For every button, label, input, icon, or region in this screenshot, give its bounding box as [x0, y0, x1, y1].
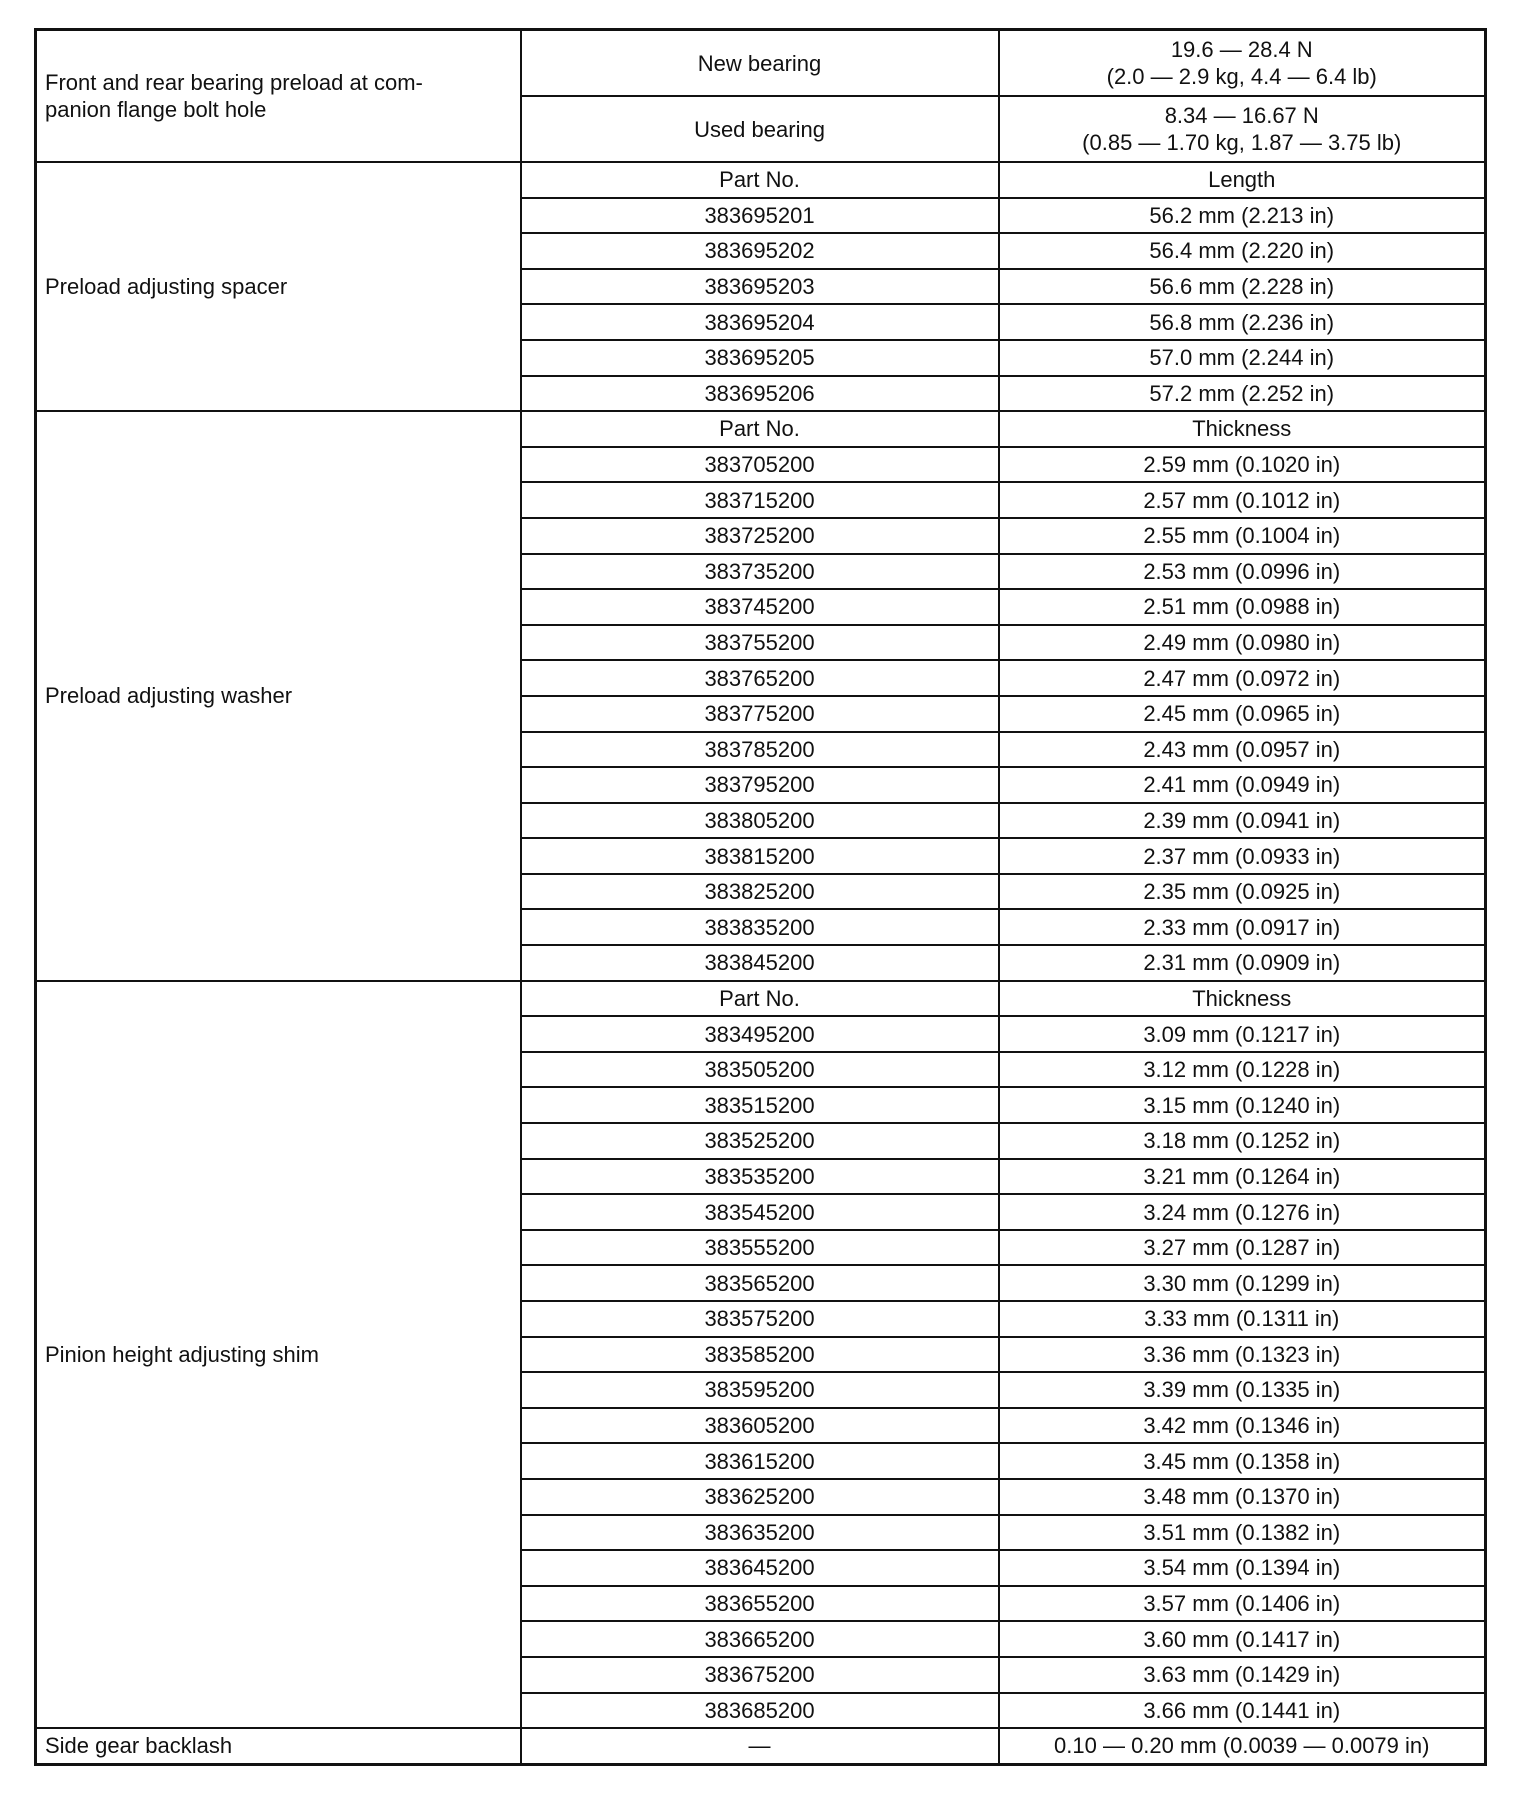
part-number-cell: 383835200 [521, 909, 999, 945]
table-row [36, 30, 1486, 97]
dimension-cell: 2.47 mm (0.0972 in) [999, 660, 1486, 696]
value-line: 19.6 — 28.4 N [1170, 37, 1313, 62]
dimension-cell: 2.33 mm (0.0917 in) [999, 909, 1486, 945]
dimension-cell: 56.6 mm (2.228 in) [999, 269, 1486, 305]
dimension-cell: 3.45 mm (0.1358 in) [999, 1443, 1486, 1479]
column-header-part-no: Part No. [521, 411, 999, 447]
dimension-cell: 3.12 mm (0.1228 in) [999, 1052, 1486, 1088]
dimension-cell: 3.33 mm (0.1311 in) [999, 1301, 1486, 1337]
value-line: (2.0 — 2.9 kg, 4.4 — 6.4 lb) [1106, 64, 1377, 89]
backlash-part-no: — [521, 1728, 999, 1764]
column-header-dimension: Length [999, 162, 1486, 198]
part-number-cell: 383615200 [521, 1443, 999, 1479]
part-number-cell: 383775200 [521, 696, 999, 732]
part-number-cell: 383675200 [521, 1657, 999, 1693]
column-header-dimension: Thickness [999, 411, 1486, 447]
dimension-cell: 2.43 mm (0.0957 in) [999, 732, 1486, 768]
dimension-cell: 2.55 mm (0.1004 in) [999, 518, 1486, 554]
column-header-part-no: Part No. [521, 162, 999, 198]
dimension-cell: 57.2 mm (2.252 in) [999, 376, 1486, 412]
part-number-cell: 383625200 [521, 1479, 999, 1515]
dimension-cell: 2.39 mm (0.0941 in) [999, 803, 1486, 839]
part-number-cell: 383575200 [521, 1301, 999, 1337]
part-number-cell: 383785200 [521, 732, 999, 768]
part-number-cell: 383695202 [521, 233, 999, 269]
dimension-cell: 3.57 mm (0.1406 in) [999, 1586, 1486, 1622]
specification-table [34, 28, 1487, 1766]
part-number-cell: 383695201 [521, 198, 999, 234]
section-header-row [36, 411, 1486, 447]
part-number-cell: 383825200 [521, 874, 999, 910]
dimension-cell: 3.39 mm (0.1335 in) [999, 1372, 1486, 1408]
part-number-cell: 383645200 [521, 1550, 999, 1586]
part-number-cell: 383595200 [521, 1372, 999, 1408]
part-number-cell: 383715200 [521, 482, 999, 518]
dimension-cell: 3.09 mm (0.1217 in) [999, 1016, 1486, 1052]
part-number-cell: 383705200 [521, 447, 999, 483]
part-number-cell: 383505200 [521, 1052, 999, 1088]
section-label: Preload adjusting washer [36, 411, 521, 981]
section-header-row [36, 162, 1486, 198]
value-line: 8.34 — 16.67 N [1164, 103, 1319, 128]
backlash-row [36, 1728, 1486, 1764]
column-header-part-no: Part No. [521, 981, 999, 1017]
value-cell [999, 30, 1486, 97]
part-number-cell: 383535200 [521, 1159, 999, 1195]
part-number-cell: 383685200 [521, 1693, 999, 1729]
part-number-cell: 383555200 [521, 1230, 999, 1266]
dimension-cell: 56.8 mm (2.236 in) [999, 304, 1486, 340]
part-number-cell: 383755200 [521, 625, 999, 661]
backlash-label: Side gear backlash [36, 1728, 521, 1764]
dimension-cell: 57.0 mm (2.244 in) [999, 340, 1486, 376]
dimension-cell: 2.41 mm (0.0949 in) [999, 767, 1486, 803]
label-line: panion flange bolt hole [45, 97, 267, 122]
part-number-cell: 383695206 [521, 376, 999, 412]
dimension-cell: 3.18 mm (0.1252 in) [999, 1123, 1486, 1159]
condition-cell: New bearing [521, 30, 999, 97]
part-number-cell: 383695204 [521, 304, 999, 340]
dimension-cell: 56.4 mm (2.220 in) [999, 233, 1486, 269]
part-number-cell: 383725200 [521, 518, 999, 554]
part-number-cell: 383795200 [521, 767, 999, 803]
part-number-cell: 383545200 [521, 1194, 999, 1230]
bearing-preload-label [36, 30, 521, 163]
dimension-cell: 3.51 mm (0.1382 in) [999, 1515, 1486, 1551]
part-number-cell: 383745200 [521, 589, 999, 625]
dimension-cell: 2.59 mm (0.1020 in) [999, 447, 1486, 483]
dimension-cell: 3.36 mm (0.1323 in) [999, 1337, 1486, 1373]
part-number-cell: 383565200 [521, 1265, 999, 1301]
part-number-cell: 383845200 [521, 945, 999, 981]
section-label: Preload adjusting spacer [36, 162, 521, 411]
dimension-cell: 3.27 mm (0.1287 in) [999, 1230, 1486, 1266]
column-header-dimension: Thickness [999, 981, 1486, 1017]
dimension-cell: 3.60 mm (0.1417 in) [999, 1621, 1486, 1657]
part-number-cell: 383585200 [521, 1337, 999, 1373]
label-line: Front and rear bearing preload at com- [45, 70, 423, 95]
dimension-cell: 3.42 mm (0.1346 in) [999, 1408, 1486, 1444]
dimension-cell: 2.31 mm (0.0909 in) [999, 945, 1486, 981]
part-number-cell: 383515200 [521, 1087, 999, 1123]
dimension-cell: 2.37 mm (0.0933 in) [999, 838, 1486, 874]
dimension-cell: 2.53 mm (0.0996 in) [999, 554, 1486, 590]
part-number-cell: 383605200 [521, 1408, 999, 1444]
backlash-value: 0.10 — 0.20 mm (0.0039 — 0.0079 in) [999, 1728, 1486, 1764]
part-number-cell: 383815200 [521, 838, 999, 874]
dimension-cell: 2.57 mm (0.1012 in) [999, 482, 1486, 518]
dimension-cell: 3.66 mm (0.1441 in) [999, 1693, 1486, 1729]
dimension-cell: 3.15 mm (0.1240 in) [999, 1087, 1486, 1123]
part-number-cell: 383655200 [521, 1586, 999, 1622]
dimension-cell: 3.54 mm (0.1394 in) [999, 1550, 1486, 1586]
dimension-cell: 56.2 mm (2.213 in) [999, 198, 1486, 234]
dimension-cell: 3.24 mm (0.1276 in) [999, 1194, 1486, 1230]
part-number-cell: 383635200 [521, 1515, 999, 1551]
dimension-cell: 2.51 mm (0.0988 in) [999, 589, 1486, 625]
dimension-cell: 3.48 mm (0.1370 in) [999, 1479, 1486, 1515]
dimension-cell: 3.21 mm (0.1264 in) [999, 1159, 1486, 1195]
part-number-cell: 383695203 [521, 269, 999, 305]
part-number-cell: 383805200 [521, 803, 999, 839]
part-number-cell: 383765200 [521, 660, 999, 696]
part-number-cell: 383525200 [521, 1123, 999, 1159]
part-number-cell: 383695205 [521, 340, 999, 376]
dimension-cell: 2.45 mm (0.0965 in) [999, 696, 1486, 732]
section-label: Pinion height adjusting shim [36, 981, 521, 1728]
part-number-cell: 383735200 [521, 554, 999, 590]
condition-cell: Used bearing [521, 96, 999, 162]
part-number-cell: 383495200 [521, 1016, 999, 1052]
dimension-cell: 2.49 mm (0.0980 in) [999, 625, 1486, 661]
dimension-cell: 3.30 mm (0.1299 in) [999, 1265, 1486, 1301]
part-number-cell: 383665200 [521, 1621, 999, 1657]
dimension-cell: 2.35 mm (0.0925 in) [999, 874, 1486, 910]
dimension-cell: 3.63 mm (0.1429 in) [999, 1657, 1486, 1693]
value-line: (0.85 — 1.70 kg, 1.87 — 3.75 lb) [1082, 130, 1402, 155]
section-header-row [36, 981, 1486, 1017]
value-cell [999, 96, 1486, 162]
